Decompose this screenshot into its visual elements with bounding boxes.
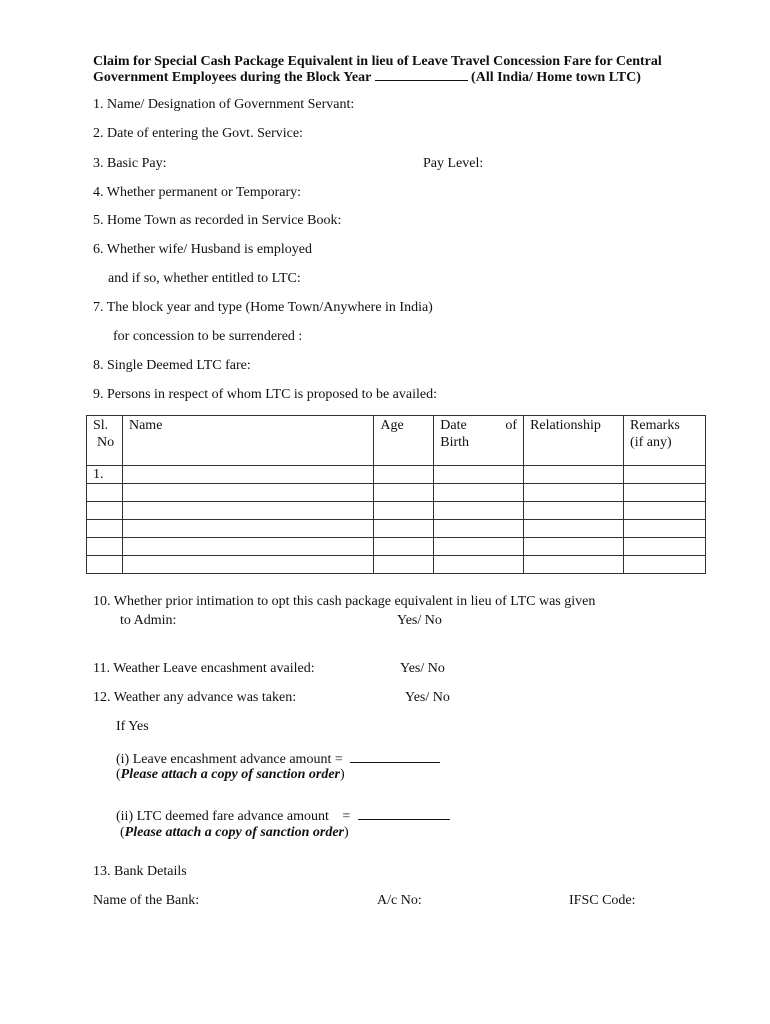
table-row bbox=[87, 466, 706, 484]
title-block-year-label: Government Employees during the Block Year bbox=[93, 70, 372, 85]
col-header-date-of-birth bbox=[434, 416, 524, 466]
q10-yes-no[interactable]: Yes/ No bbox=[397, 613, 442, 628]
q13-ifsc-code: IFSC Code: bbox=[569, 893, 636, 908]
cell-sl-no: 1. bbox=[87, 466, 123, 484]
q12-leave-encashment-amount bbox=[116, 748, 440, 768]
q12-ii-attach-note bbox=[120, 825, 349, 841]
cell-remarks[interactable] bbox=[624, 520, 706, 538]
field-single-deemed-fare: 8. Single Deemed LTC fare: bbox=[93, 358, 251, 373]
attach-open-paren: ( bbox=[120, 825, 125, 840]
cell-remarks[interactable] bbox=[624, 502, 706, 520]
cell-name[interactable] bbox=[122, 484, 373, 502]
col-header-relationship: Relationship bbox=[524, 416, 624, 466]
field-spouse-employed: 6. Whether wife/ Husband is employed bbox=[93, 242, 313, 257]
q13-bank-name: Name of the Bank: bbox=[93, 893, 200, 908]
q12-i-label: (i) Leave encashment advance amount = bbox=[116, 752, 343, 767]
col-header-remarks bbox=[624, 416, 706, 466]
q13-bank-details: 13. Bank Details bbox=[93, 864, 187, 879]
field-permanent-temporary: 4. Whether permanent or Temporary: bbox=[93, 185, 302, 200]
header-birth: Birth bbox=[440, 435, 470, 450]
cell-age[interactable] bbox=[374, 538, 434, 556]
table-row bbox=[87, 484, 706, 502]
attach-sanction-text: Please attach a copy of sanction order bbox=[120, 767, 340, 782]
table-row bbox=[87, 538, 706, 556]
cell-dob[interactable] bbox=[434, 520, 524, 538]
cell-dob[interactable] bbox=[434, 538, 524, 556]
cell-remarks[interactable] bbox=[624, 538, 706, 556]
cell-name[interactable] bbox=[122, 520, 373, 538]
cell-remarks[interactable] bbox=[624, 484, 706, 502]
attach-open-paren: ( bbox=[116, 767, 121, 782]
cell-relationship[interactable] bbox=[524, 556, 624, 574]
cell-dob[interactable] bbox=[434, 484, 524, 502]
cell-remarks[interactable] bbox=[624, 556, 706, 574]
header-remarks: Remarks bbox=[630, 418, 680, 433]
cell-dob[interactable] bbox=[434, 556, 524, 574]
cell-relationship[interactable] bbox=[524, 502, 624, 520]
col-header-sl-no bbox=[87, 416, 123, 466]
cell-sl-no[interactable] bbox=[87, 484, 123, 502]
q10-to-admin: to Admin: bbox=[120, 613, 177, 628]
header-of: of bbox=[505, 418, 518, 433]
q12-ii-label: (ii) LTC deemed fare advance amount bbox=[116, 809, 329, 824]
table-row bbox=[87, 520, 706, 538]
title-ltc-type: (All India/ Home town LTC) bbox=[471, 70, 641, 85]
cell-remarks[interactable] bbox=[624, 466, 706, 484]
leave-encashment-amount-blank[interactable] bbox=[350, 748, 440, 763]
cell-sl-no[interactable] bbox=[87, 520, 123, 538]
cell-name[interactable] bbox=[122, 538, 373, 556]
cell-sl-no[interactable] bbox=[87, 556, 123, 574]
field-date-of-entering-service: 2. Date of entering the Govt. Service: bbox=[93, 126, 303, 141]
field-block-year-type: 7. The block year and type (Home Town/Anywhere in India) bbox=[93, 300, 433, 315]
col-header-name: Name bbox=[122, 416, 373, 466]
cell-name[interactable] bbox=[122, 502, 373, 520]
header-sl: Sl. bbox=[93, 418, 109, 433]
cell-sl-no[interactable] bbox=[87, 502, 123, 520]
cell-dob[interactable] bbox=[434, 502, 524, 520]
q10-prior-intimation: 10. Whether prior intimation to opt this cash package equivalent in lieu of LTC was given bbox=[93, 594, 596, 609]
table-row bbox=[87, 502, 706, 520]
persons-table bbox=[86, 415, 706, 574]
cell-relationship[interactable] bbox=[524, 484, 624, 502]
q11-leave-encashment: 11. Weather Leave encashment availed: bbox=[93, 661, 315, 676]
field-name-designation: 1. Name/ Designation of Government Servant: bbox=[93, 97, 355, 112]
attach-sanction-text: Please attach a copy of sanction order bbox=[124, 825, 344, 840]
cell-age[interactable] bbox=[374, 484, 434, 502]
q11-yes-no[interactable]: Yes/ No bbox=[400, 661, 445, 676]
block-year-blank[interactable] bbox=[375, 68, 468, 81]
cell-relationship[interactable] bbox=[524, 538, 624, 556]
field-spouse-ltc-entitled: and if so, whether entitled to LTC: bbox=[108, 271, 301, 286]
attach-close-paren: ) bbox=[343, 825, 349, 840]
q12-ii-equals: = bbox=[342, 809, 351, 824]
table-header-row bbox=[87, 416, 706, 466]
form-title-line-2 bbox=[93, 67, 641, 88]
cell-age[interactable] bbox=[374, 556, 434, 574]
cell-sl-no[interactable] bbox=[87, 538, 123, 556]
header-date: Date bbox=[440, 418, 467, 433]
cell-age[interactable] bbox=[374, 520, 434, 538]
q12-i-attach-note bbox=[116, 767, 345, 783]
form-title-line-1: Claim for Special Cash Package Equivalent in lieu of Leave Travel Concession Fare for Central bbox=[93, 54, 662, 69]
q12-yes-no[interactable]: Yes/ No bbox=[405, 690, 450, 705]
col-header-age: Age bbox=[374, 416, 434, 466]
field-home-town: 5. Home Town as recorded in Service Book: bbox=[93, 213, 342, 228]
field-basic-pay: 3. Basic Pay: bbox=[93, 156, 167, 171]
q13-account-no: A/c No: bbox=[377, 893, 422, 908]
field-persons-heading: 9. Persons in respect of whom LTC is proposed to be availed: bbox=[93, 387, 437, 402]
field-pay-level: Pay Level: bbox=[423, 156, 484, 171]
q12-if-yes: If Yes bbox=[116, 719, 149, 734]
cell-name[interactable] bbox=[122, 556, 373, 574]
cell-dob[interactable] bbox=[434, 466, 524, 484]
cell-age[interactable] bbox=[374, 502, 434, 520]
cell-relationship[interactable] bbox=[524, 520, 624, 538]
ltc-fare-advance-amount-blank[interactable] bbox=[358, 805, 450, 820]
cell-relationship[interactable] bbox=[524, 466, 624, 484]
q12-advance-taken: 12. Weather any advance was taken: bbox=[93, 690, 297, 705]
cell-age[interactable] bbox=[374, 466, 434, 484]
header-if-any: (if any) bbox=[630, 435, 672, 450]
q12-ltc-fare-advance-amount bbox=[116, 805, 450, 825]
header-no: No bbox=[97, 435, 115, 450]
attach-close-paren: ) bbox=[339, 767, 345, 782]
cell-name[interactable] bbox=[122, 466, 373, 484]
field-concession-surrendered: for concession to be surrendered : bbox=[113, 329, 303, 344]
table-row bbox=[87, 556, 706, 574]
